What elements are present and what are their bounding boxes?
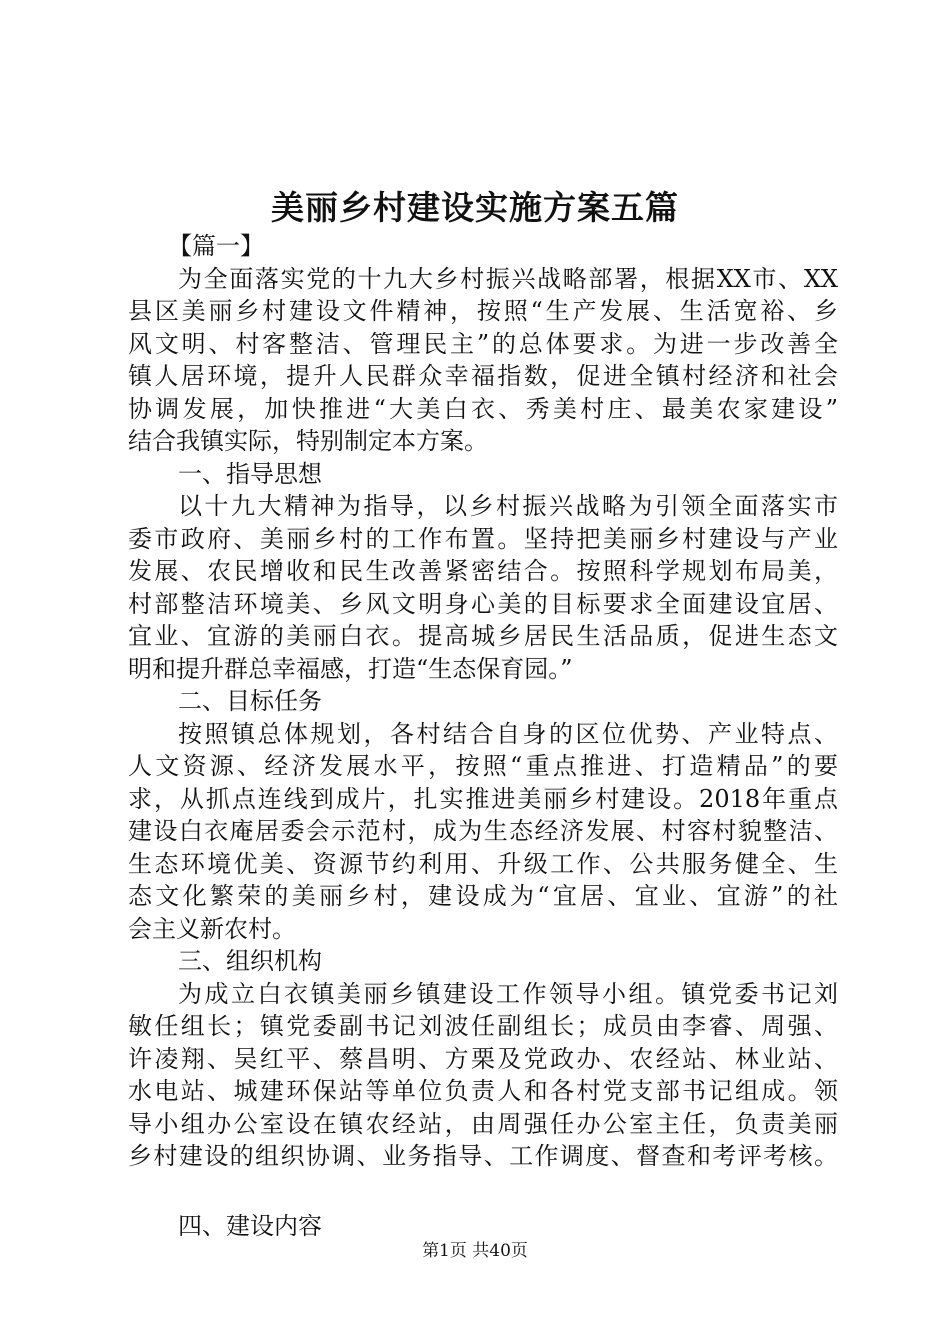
paragraph-line: 为全面落实党的十九大乡村振兴战略部署，根据XX市、XX [178,264,838,293]
section-heading: 四、建设内容 [178,1211,322,1240]
paragraph-line: 人文资源、经济发展水平，按照“重点推进、打造精品”的要 [128,752,838,780]
paragraph-line: 风文明、村客整洁、管理民主”的总体要求。为进一步改善全 [128,329,838,358]
paragraph-line: 村部整洁环境美、乡风文明身心美的目标要求全面建设宜居、 [128,589,838,618]
section-heading: 一、指导思想 [178,459,322,488]
section-label: 【篇一】 [168,232,264,260]
paragraph-gap [128,1173,838,1210]
paragraph-line: 结合我镇实际，特别制定本方案。 [128,427,488,455]
paragraph-line: 县区美丽乡村建设文件精神，按照“生产发展、生活宽裕、乡 [128,297,838,325]
paragraph-line: 会主义新农村。 [128,914,296,943]
paragraph-line: 敏任组长；镇党委副书记刘波任副组长；成员由李睿、周强、 [128,1012,838,1040]
paragraph-line: 发展、农民增收和民生改善紧密结合。按照科学规划布局美， [128,557,838,585]
page-footer: 第1页 共40页 [422,1241,528,1261]
paragraph-line: 建设白衣庵居委会示范村，成为生态经济发展、村容村貌整洁、 [128,817,838,845]
paragraph-line: 水电站、城建环保站等单位负责人和各村党支部书记组成。领 [128,1077,838,1105]
section-paragraph [128,718,838,946]
paragraph-line: 乡村建设的组织协调、业务指导、工作调度、督查和考评考核。 [128,1142,838,1170]
paragraph-line: 许凌翔、吴红平、蔡昌明、方栗及党政办、农经站、林业站、 [128,1044,838,1073]
paragraph-line: 按照镇总体规划，各村结合自身的区位优势、产业特点、 [178,719,838,748]
paragraph-line: 导小组办公室设在镇农经站，由周强任办公室主任，负责美丽 [128,1109,838,1138]
paragraph-line: 以十九大精神为指导，以乡村振兴战略为引领全面落实市 [178,492,838,520]
section-paragraph [128,978,838,1173]
paragraph-line: 求，从抓点连线到成片，扎实推进美丽乡村建设。2018年重点 [128,784,838,813]
paragraph-line: 生态环境优美、资源节约利用、升级工作、公共服务健全、生 [128,849,838,878]
paragraph-line: 宜业、宜游的美丽白衣。提高城乡居民生活品质，促进生态文 [128,622,838,650]
paragraph-line: 委市政府、美丽乡村的工作布置。坚持把美丽乡村建设与产业 [128,524,838,553]
document-title: 美丽乡村建设实施方案五篇 [271,188,679,227]
paragraph-line: 镇人居环境，提升人民群众幸福指数，促进全镇村经济和社会 [128,362,838,390]
section-heading: 二、目标任务 [178,687,322,715]
paragraph-line: 态文化繁荣的美丽乡村，建设成为“宜居、宜业、宜游”的社 [128,882,838,910]
document-body [128,230,838,1242]
section-heading: 三、组织机构 [178,947,322,975]
paragraph-line: 协调发展，加快推进“大美白衣、秀美村庄、最美农家建设” [128,394,838,423]
section-paragraph [128,490,838,685]
paragraph-line: 明和提升群总幸福感，打造“生态保育园。” [128,654,573,683]
intro-paragraph [128,263,838,458]
paragraph-line: 为成立白衣镇美丽乡镇建设工作领导小组。镇党委书记刘 [178,979,838,1008]
